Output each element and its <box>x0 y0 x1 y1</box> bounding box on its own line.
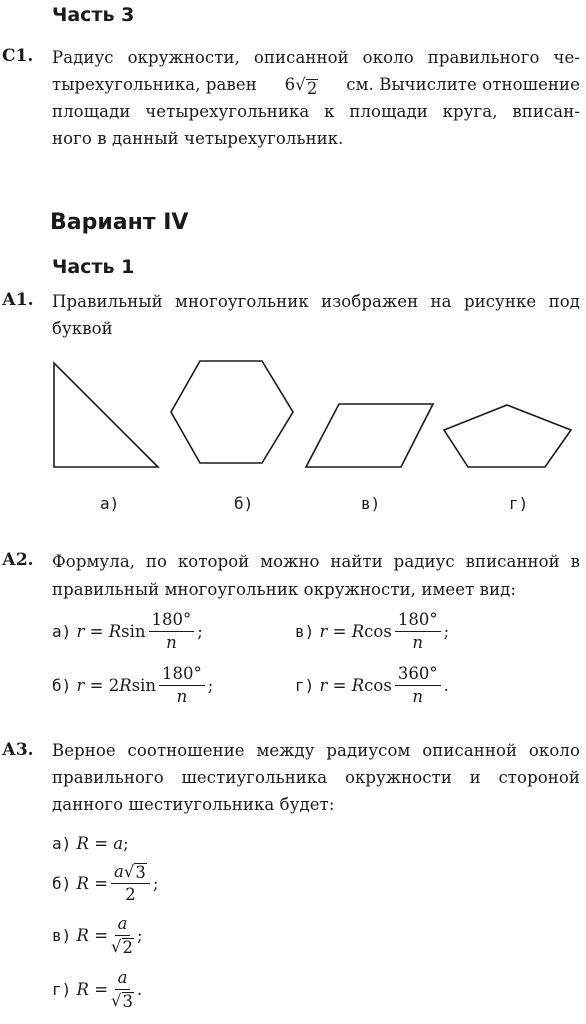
figure-label-a: а) <box>100 494 120 513</box>
figure-triangle <box>54 363 158 467</box>
fraction: a √ 3 2 <box>111 862 150 905</box>
sqrt-symbol: √ 2 <box>295 75 318 98</box>
question-a3-number: А3. <box>2 740 34 760</box>
fraction: $\frac{180^\circ}{n}$ <box>149 610 195 653</box>
figure-label-b: б) <box>234 494 254 513</box>
fraction: $\frac{180^\circ}{n}$ <box>159 664 205 707</box>
a3-option-b: б) R = a √ 3 2 ; <box>52 862 159 904</box>
fraction: $\frac{360^\circ}{n}$ <box>395 664 441 707</box>
a3-line-2: правильного шестиугольника окружности и стороной <box>52 768 580 787</box>
fraction: a √ 3 <box>111 968 134 1011</box>
sqrt-symbol: √ 3 <box>123 862 146 882</box>
question-c1-text <box>52 44 580 152</box>
a1-line-2: буквой <box>52 319 113 338</box>
question-a2-number: А2. <box>2 550 34 570</box>
fraction: a √ 2 <box>111 914 134 957</box>
question-c1-number: С1. <box>2 46 34 66</box>
a1-figures <box>0 355 586 495</box>
question-a1-number: А1. <box>2 290 34 310</box>
a3-option-g: г) R = a √ 3 . <box>52 968 143 1011</box>
variant-title: Вариант IV <box>50 210 189 235</box>
a2-option-g: г) r = R cos $\frac{360^\circ}{n}$ . <box>295 664 449 706</box>
c1-line-2-end: см. Вычислите отношение <box>346 75 580 94</box>
c1-line-2 <box>52 71 580 98</box>
a2-line-1: Формула, по которой можно найти радиус вписанной в <box>52 552 580 571</box>
sqrt-symbol: √ 2 <box>111 937 134 957</box>
c1-radius-value: 6 √ 2 <box>285 71 319 98</box>
question-a1-text <box>52 288 580 342</box>
question-a2-text <box>52 548 580 604</box>
a2-option-b: б) r = 2 R sin $\frac{180^\circ}{n}$ ; <box>52 664 214 706</box>
sqrt-symbol: √ 3 <box>111 991 134 1011</box>
a3-line-1: Верное соотношение между радиусом описанной около <box>52 741 580 760</box>
part3-title: Часть 3 <box>52 4 135 26</box>
figure-hexagon <box>171 361 293 463</box>
part1-title: Часть 1 <box>52 256 135 278</box>
c1-line-2-start: тырехугольника, равен <box>52 75 257 94</box>
figure-parallelogram <box>306 404 433 467</box>
a2-option-v: в) r = R cos $\frac{180^\circ}{n}$ ; <box>295 610 450 652</box>
a3-option-a: а) R = a ; <box>52 834 129 853</box>
figure-pentagon <box>444 405 571 467</box>
c1-line-4: ного в данный четырехугольник. <box>52 129 344 148</box>
question-a3-text <box>52 737 580 818</box>
c1-line-1: Радиус окружности, описанной около правильного че- <box>52 48 580 67</box>
figure-label-v: в) <box>361 494 381 513</box>
c1-line-3: площади четырехугольника к площади круга, вписан- <box>52 102 580 121</box>
a2-option-a: а) r = R sin $\frac{180^\circ}{n}$ ; <box>52 610 203 652</box>
fraction: $\frac{180^\circ}{n}$ <box>395 610 441 653</box>
a1-line-1: Правильный многоугольник изображен на рисунке под <box>52 292 580 311</box>
a2-line-2: правильный многоугольник окружности, имеет вид: <box>52 580 517 599</box>
a3-option-v: в) R = a √ 2 ; <box>52 914 143 957</box>
a3-line-3: данного шестиугольника будет: <box>52 795 335 814</box>
figure-label-g: г) <box>509 494 529 513</box>
